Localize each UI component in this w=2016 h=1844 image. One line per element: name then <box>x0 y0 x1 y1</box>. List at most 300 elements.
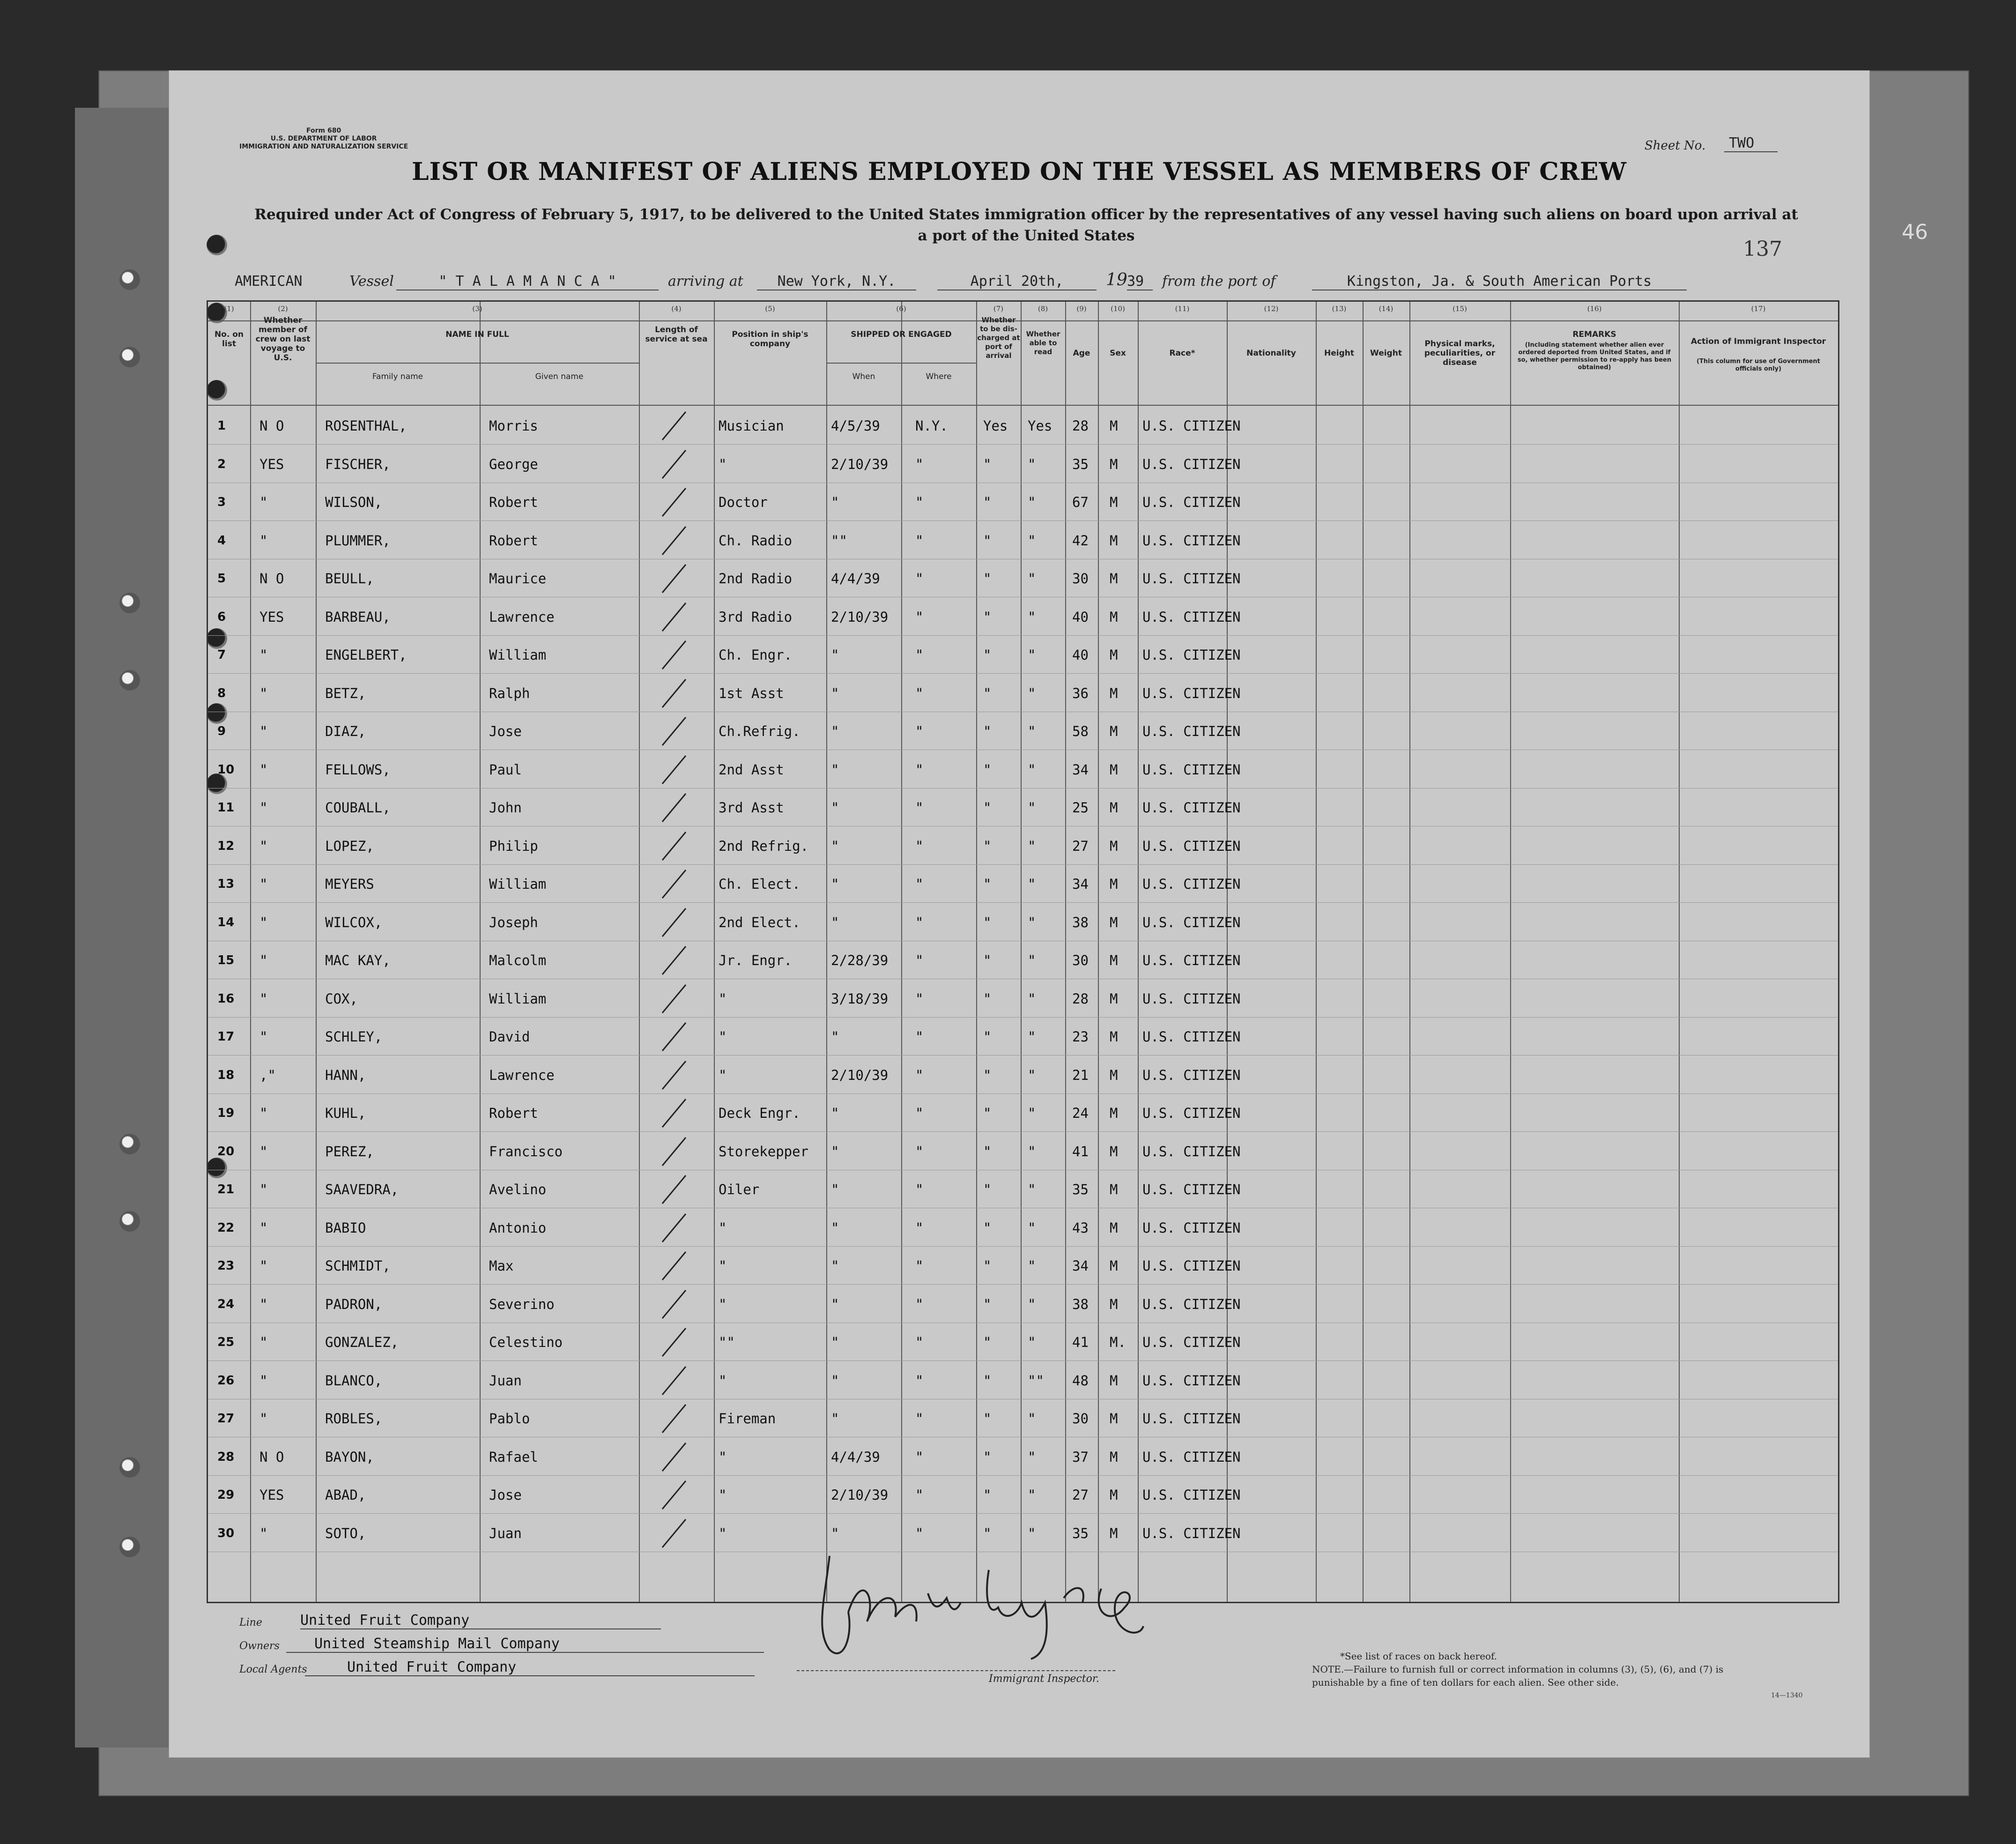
col-11-number: (11) <box>1175 305 1190 313</box>
punch-hole <box>119 670 140 691</box>
vessel-label: Vessel <box>349 273 394 290</box>
shipped-when: 4/5/39 <box>831 418 880 434</box>
col-header-remarks: REMARKS <box>1572 330 1616 339</box>
discharged: " <box>983 952 992 968</box>
arrival-date: April 20th, <box>937 273 1097 290</box>
row-divider <box>208 1513 1838 1514</box>
row-divider <box>208 1475 1838 1476</box>
table-row <box>208 407 1838 445</box>
age: 40 <box>1072 609 1089 625</box>
discharged: Yes <box>983 418 1008 434</box>
able-to-read: " <box>1028 1487 1036 1503</box>
race: U.S. CITIZEN <box>1142 1296 1241 1312</box>
shipped-where: " <box>915 761 924 778</box>
race: U.S. CITIZEN <box>1142 494 1241 510</box>
sex: M <box>1110 1143 1118 1160</box>
able-to-read: " <box>1028 1525 1036 1541</box>
row-number: 18 <box>217 1068 235 1082</box>
shipped-where: " <box>915 571 924 587</box>
position: " <box>719 1219 727 1236</box>
family-name: SCHMIDT, <box>325 1258 391 1274</box>
shipped-when: " <box>831 647 839 663</box>
previous-voyage: " <box>259 1334 268 1350</box>
able-to-read: " <box>1028 838 1036 854</box>
col-header-shipped: SHIPPED OR ENGAGED <box>851 330 952 339</box>
previous-voyage: " <box>259 1182 268 1197</box>
shipped-when: " <box>831 1029 839 1045</box>
able-to-read: " <box>1028 876 1036 892</box>
shipped-where: " <box>915 838 924 854</box>
age: 34 <box>1072 761 1089 778</box>
year-prefix: 19 <box>1106 270 1127 290</box>
departure-ports: Kingston, Ja. & South American Ports <box>1312 273 1687 290</box>
shipped-where: " <box>915 1029 924 1045</box>
sex: M <box>1110 1372 1118 1389</box>
table-row <box>208 1094 1838 1132</box>
manifest-subtitle: Required under Act of Congress of February 5, 1917, to be delivered to the United States immigration officer by the representatives of any vessel having such aliens on board upon arrival at a port of the United States <box>254 206 1798 244</box>
col-header-service-length: Length of service at sea <box>645 325 708 344</box>
row-number: 10 <box>217 762 235 777</box>
row-number: 13 <box>217 877 235 891</box>
shipped-where: " <box>915 990 924 1007</box>
sex: M <box>1110 723 1118 739</box>
shipped-when: " <box>831 494 839 510</box>
family-name: COUBALL, <box>325 800 391 816</box>
discharged: " <box>983 532 992 549</box>
service-tick-mark <box>658 906 695 939</box>
table-row <box>208 1133 1838 1170</box>
local-agents-label: Local Agents <box>239 1664 307 1675</box>
form-identifier <box>239 127 408 151</box>
col-header-physical-marks: Physical marks, peculiarities, or disease <box>1424 339 1496 367</box>
family-name: SCHLEY, <box>325 1029 383 1045</box>
vessel-name: " T A L A M A N C A " <box>396 273 659 290</box>
previous-voyage: N O <box>259 418 284 434</box>
position: " <box>719 1029 727 1045</box>
age: 38 <box>1072 1296 1089 1312</box>
family-name: KUHL, <box>325 1105 366 1121</box>
row-number: 23 <box>217 1259 235 1273</box>
position: Ch. Engr. <box>719 647 793 663</box>
col-header-when: When <box>852 372 875 381</box>
shipped-when: " <box>831 1105 839 1121</box>
previous-voyage: " <box>259 914 268 930</box>
previous-voyage: " <box>259 1105 268 1121</box>
discharged: " <box>983 990 992 1007</box>
row-divider <box>208 1284 1838 1285</box>
punch-hole <box>207 235 227 255</box>
position: Ch.Refrig. <box>719 723 800 739</box>
sex: M <box>1110 1219 1118 1236</box>
service-tick-mark <box>658 1135 695 1168</box>
shipped-when: " <box>831 1143 839 1160</box>
shipped-when: " <box>831 1258 839 1274</box>
row-number: 26 <box>217 1373 235 1388</box>
age: 27 <box>1072 838 1089 854</box>
race: U.S. CITIZEN <box>1142 761 1241 778</box>
row-number: 21 <box>217 1182 235 1197</box>
family-name: GONZALEZ, <box>325 1334 399 1350</box>
service-tick-mark <box>658 562 695 595</box>
position: 1st Asst <box>719 685 784 701</box>
age: 34 <box>1072 876 1089 892</box>
row-number: 7 <box>217 648 226 662</box>
family-name: ABAD, <box>325 1487 366 1503</box>
position: " <box>719 1258 727 1274</box>
shipped-when: 2/10/39 <box>831 456 889 472</box>
age: 37 <box>1072 1449 1089 1465</box>
vessel-owners: United Steamship Mail Company <box>286 1636 764 1653</box>
col-header-remarks-note: (Including statement whether alien ever ordered deported from United States, and if so, whether permission to re-apply has been obtained) <box>1517 342 1672 371</box>
race: U.S. CITIZEN <box>1142 532 1241 549</box>
position: 2nd Refrig. <box>719 838 809 854</box>
shipped-where: " <box>915 1334 924 1350</box>
shipped-where: " <box>915 1258 924 1274</box>
family-name: BAYON, <box>325 1449 374 1465</box>
row-number: 15 <box>217 953 235 967</box>
able-to-read: " <box>1028 609 1036 625</box>
race: U.S. CITIZEN <box>1142 1487 1241 1503</box>
discharged: " <box>983 1487 992 1503</box>
col-3-number: (3) <box>472 305 482 313</box>
given-name: Juan <box>489 1525 522 1541</box>
col-header-name: NAME IN FULL <box>445 330 509 339</box>
discharged: " <box>983 838 992 854</box>
position: Doctor <box>719 494 768 510</box>
age: 30 <box>1072 952 1089 968</box>
punch-hole <box>119 347 140 367</box>
discharged: " <box>983 1334 992 1350</box>
race: U.S. CITIZEN <box>1142 1334 1241 1350</box>
given-name: Robert <box>489 532 538 549</box>
family-name: BABIO <box>325 1219 366 1236</box>
discharged: " <box>983 1105 992 1121</box>
punch-hole <box>119 593 140 613</box>
table-row <box>208 1018 1838 1056</box>
col-8-number: (8) <box>1038 305 1048 313</box>
row-number: 19 <box>217 1106 235 1120</box>
given-name: Paul <box>489 761 522 778</box>
shipped-when: 4/4/39 <box>831 1449 880 1465</box>
age: 30 <box>1072 1411 1089 1427</box>
position: " <box>719 1525 727 1541</box>
sex: M <box>1110 1296 1118 1312</box>
table-row <box>208 1247 1838 1285</box>
able-to-read: " <box>1028 1258 1036 1274</box>
race: U.S. CITIZEN <box>1142 838 1241 854</box>
previous-voyage: ," <box>259 1067 276 1083</box>
race: U.S. CITIZEN <box>1142 1411 1241 1427</box>
previous-voyage: " <box>259 685 268 701</box>
table-row <box>208 446 1838 483</box>
shipped-when: 2/10/39 <box>831 1067 889 1083</box>
service-tick-mark <box>658 944 695 977</box>
inspector-caption: Immigrant Inspector. <box>989 1673 1099 1685</box>
row-number: 22 <box>217 1220 235 1235</box>
given-name: Maurice <box>489 571 547 587</box>
given-name: Juan <box>489 1372 522 1389</box>
sex: M <box>1110 571 1118 587</box>
family-name: MEYERS <box>325 876 374 892</box>
race: U.S. CITIZEN <box>1142 1219 1241 1236</box>
shipped-subheader-divider <box>826 363 976 364</box>
service-tick-mark <box>658 1326 695 1359</box>
row-number: 24 <box>217 1297 235 1311</box>
arriving-label: arriving at <box>668 273 743 290</box>
discharged: " <box>983 1029 992 1045</box>
sex: M <box>1110 1449 1118 1465</box>
race: U.S. CITIZEN <box>1142 914 1241 930</box>
sex: M <box>1110 609 1118 625</box>
service-tick-mark <box>658 1402 695 1435</box>
shipped-when: 4/4/39 <box>831 571 880 587</box>
col-4-number: (4) <box>671 305 682 313</box>
given-name: Robert <box>489 494 538 510</box>
shipped-where: " <box>915 1143 924 1160</box>
able-to-read: " <box>1028 685 1036 701</box>
able-to-read: " <box>1028 723 1036 739</box>
previous-voyage: " <box>259 1258 268 1274</box>
row-divider <box>208 1246 1838 1247</box>
col-14-number: (14) <box>1379 305 1393 313</box>
shipped-when: " <box>831 1182 839 1197</box>
col-header-family-name: Family name <box>372 372 423 381</box>
family-name: ROBLES, <box>325 1411 383 1427</box>
service-tick-mark <box>658 409 695 442</box>
sex: M <box>1110 1487 1118 1503</box>
col-header-race: Race* <box>1169 349 1195 358</box>
owners-label: Owners <box>239 1640 280 1652</box>
family-name: FISCHER, <box>325 456 391 472</box>
race: U.S. CITIZEN <box>1142 1182 1241 1197</box>
able-to-read: " <box>1028 1411 1036 1427</box>
given-name: Ralph <box>489 685 530 701</box>
service-tick-mark <box>658 1288 695 1321</box>
age: 42 <box>1072 532 1089 549</box>
able-to-read: " <box>1028 1029 1036 1045</box>
given-name: Lawrence <box>489 1067 555 1083</box>
race: U.S. CITIZEN <box>1142 571 1241 587</box>
discharged: " <box>983 1182 992 1197</box>
given-name: Avelino <box>489 1182 547 1197</box>
col-6-number: (6) <box>896 305 906 313</box>
position: " <box>719 990 727 1007</box>
discharged: " <box>983 914 992 930</box>
row-divider <box>208 635 1838 636</box>
given-name: Celestino <box>489 1334 563 1350</box>
discharged: " <box>983 456 992 472</box>
shipped-when: " <box>831 685 839 701</box>
table-row <box>208 483 1838 521</box>
row-number: 8 <box>217 686 226 700</box>
service-tick-mark <box>658 1441 695 1473</box>
family-name: WILSON, <box>325 494 383 510</box>
shipped-when: " <box>831 1525 839 1541</box>
race: U.S. CITIZEN <box>1142 1105 1241 1121</box>
able-to-read: " <box>1028 800 1036 816</box>
able-to-read: " <box>1028 952 1036 968</box>
sex: M <box>1110 418 1118 434</box>
table-row <box>208 865 1838 903</box>
shipped-where: " <box>915 1105 924 1121</box>
race: U.S. CITIZEN <box>1142 456 1241 472</box>
previous-voyage: " <box>259 1411 268 1427</box>
race: U.S. CITIZEN <box>1142 990 1241 1007</box>
col-header-nationality: Nationality <box>1246 349 1296 358</box>
family-name: BEULL, <box>325 571 374 587</box>
given-name: Philip <box>489 838 538 854</box>
table-row <box>208 789 1838 826</box>
given-name: Jose <box>489 723 522 739</box>
races-note: *See list of races on back hereof. <box>1340 1651 1497 1662</box>
family-name: HANN, <box>325 1067 366 1083</box>
service-tick-mark <box>658 1479 695 1511</box>
discharged: " <box>983 1067 992 1083</box>
crew-table <box>207 300 1839 1603</box>
col-header-inspector-note: (This column for use of Government officials only) <box>1697 358 1820 372</box>
age: 35 <box>1072 1525 1089 1541</box>
col-header-height: Height <box>1324 349 1354 358</box>
family-name: WILCOX, <box>325 914 383 930</box>
discharged: " <box>983 647 992 663</box>
discharged: " <box>983 494 992 510</box>
row-number: 12 <box>217 839 235 853</box>
discharged: " <box>983 1525 992 1541</box>
given-name: Malcolm <box>489 952 547 968</box>
race: U.S. CITIZEN <box>1142 418 1241 434</box>
service-name: IMMIGRATION AND NATURALIZATION SERVICE <box>239 143 408 150</box>
row-number: 29 <box>217 1488 235 1502</box>
age: 24 <box>1072 1105 1089 1121</box>
age: 41 <box>1072 1143 1089 1160</box>
row-divider <box>208 1017 1838 1018</box>
position: Fireman <box>719 1411 776 1427</box>
given-name: Severino <box>489 1296 555 1312</box>
shipped-where: " <box>915 876 924 892</box>
shipped-where: " <box>915 1525 924 1541</box>
sex: M <box>1110 761 1118 778</box>
sex: M <box>1110 1105 1118 1121</box>
sex: M <box>1110 1258 1118 1274</box>
position: 2nd Elect. <box>719 914 800 930</box>
shipped-where: " <box>915 1487 924 1503</box>
sex: M <box>1110 1411 1118 1427</box>
shipped-when: " <box>831 1372 839 1389</box>
age: 27 <box>1072 1487 1089 1503</box>
shipped-where: " <box>915 494 924 510</box>
previous-voyage: " <box>259 952 268 968</box>
shipped-when: " <box>831 876 839 892</box>
service-tick-mark <box>658 982 695 1015</box>
penalty-note: NOTE.—Failure to furnish full or correct information in columns (3), (5), (6), and (7) is punishable by a fine of ten dollars for each alien. See other side. <box>1312 1664 1724 1688</box>
table-row <box>208 904 1838 941</box>
sex: M <box>1110 990 1118 1007</box>
given-name: Antonio <box>489 1219 547 1236</box>
col-header-discharged: Whether to be dis- charged at port of arrival <box>977 316 1020 360</box>
previous-voyage: " <box>259 647 268 663</box>
previous-voyage: " <box>259 1029 268 1045</box>
able-to-read: " <box>1028 494 1036 510</box>
family-name: COX, <box>325 990 358 1007</box>
race: U.S. CITIZEN <box>1142 1067 1241 1083</box>
position: 2nd Asst <box>719 761 784 778</box>
col-12-number: (12) <box>1264 305 1279 313</box>
table-row <box>208 751 1838 788</box>
col-9-number: (9) <box>1076 305 1087 313</box>
discharged: " <box>983 685 992 701</box>
able-to-read: " <box>1028 990 1036 1007</box>
able-to-read: " <box>1028 1182 1036 1197</box>
shipped-when: 2/10/39 <box>831 609 889 625</box>
position: Musician <box>719 418 784 434</box>
previous-voyage: YES <box>259 456 284 472</box>
col-header-age: Age <box>1073 349 1090 358</box>
sex: M <box>1110 800 1118 816</box>
discharged: " <box>983 761 992 778</box>
service-tick-mark <box>658 868 695 900</box>
given-name: Robert <box>489 1105 538 1121</box>
position: " <box>719 1296 727 1312</box>
sex: M <box>1110 685 1118 701</box>
previous-voyage: " <box>259 1143 268 1160</box>
service-tick-mark <box>658 601 695 633</box>
given-name: Jose <box>489 1487 522 1503</box>
row-divider <box>208 1055 1838 1056</box>
col-header-weight: Weight <box>1370 349 1402 358</box>
given-name: William <box>489 647 547 663</box>
service-tick-mark <box>658 1212 695 1244</box>
sex: M <box>1110 494 1118 510</box>
shipped-when: 2/10/39 <box>831 1487 889 1503</box>
col-15-number: (15) <box>1453 305 1467 313</box>
steamship-line: United Fruit Company <box>300 1612 661 1629</box>
position: Oiler <box>719 1182 760 1197</box>
able-to-read: " <box>1028 1105 1036 1121</box>
position: Ch. Elect. <box>719 876 800 892</box>
service-tick-mark <box>658 1097 695 1130</box>
col-header-position: Position in ship's company <box>732 330 808 349</box>
given-name: Francisco <box>489 1143 563 1160</box>
age: 34 <box>1072 1258 1089 1274</box>
table-row <box>208 636 1838 674</box>
punch-hole <box>119 269 140 290</box>
shipped-when: " <box>831 1296 839 1312</box>
sex: M <box>1110 532 1118 549</box>
table-row <box>208 827 1838 865</box>
col-header-inspector-action: Action of Immigrant Inspector <box>1690 337 1826 346</box>
col-2-number: (2) <box>278 305 288 313</box>
row-number: 16 <box>217 991 235 1006</box>
able-to-read: " <box>1028 761 1036 778</box>
race: U.S. CITIZEN <box>1142 1258 1241 1274</box>
col-header-read: Whether able to read <box>1026 330 1060 356</box>
row-number: 11 <box>217 801 235 815</box>
header-divider <box>208 320 1838 321</box>
previous-voyage: " <box>259 532 268 549</box>
discharged: " <box>983 571 992 587</box>
sex: M <box>1110 914 1118 930</box>
vessel-info-line <box>169 268 1869 296</box>
age: 41 <box>1072 1334 1089 1350</box>
position: Ch. Radio <box>719 532 793 549</box>
service-tick-mark <box>658 524 695 557</box>
sex: M. <box>1110 1334 1126 1350</box>
able-to-read: " <box>1028 1334 1036 1350</box>
sex: M <box>1110 952 1118 968</box>
position: 3rd Asst <box>719 800 784 816</box>
family-name: DIAZ, <box>325 723 366 739</box>
family-name: SAAVEDRA, <box>325 1182 399 1197</box>
